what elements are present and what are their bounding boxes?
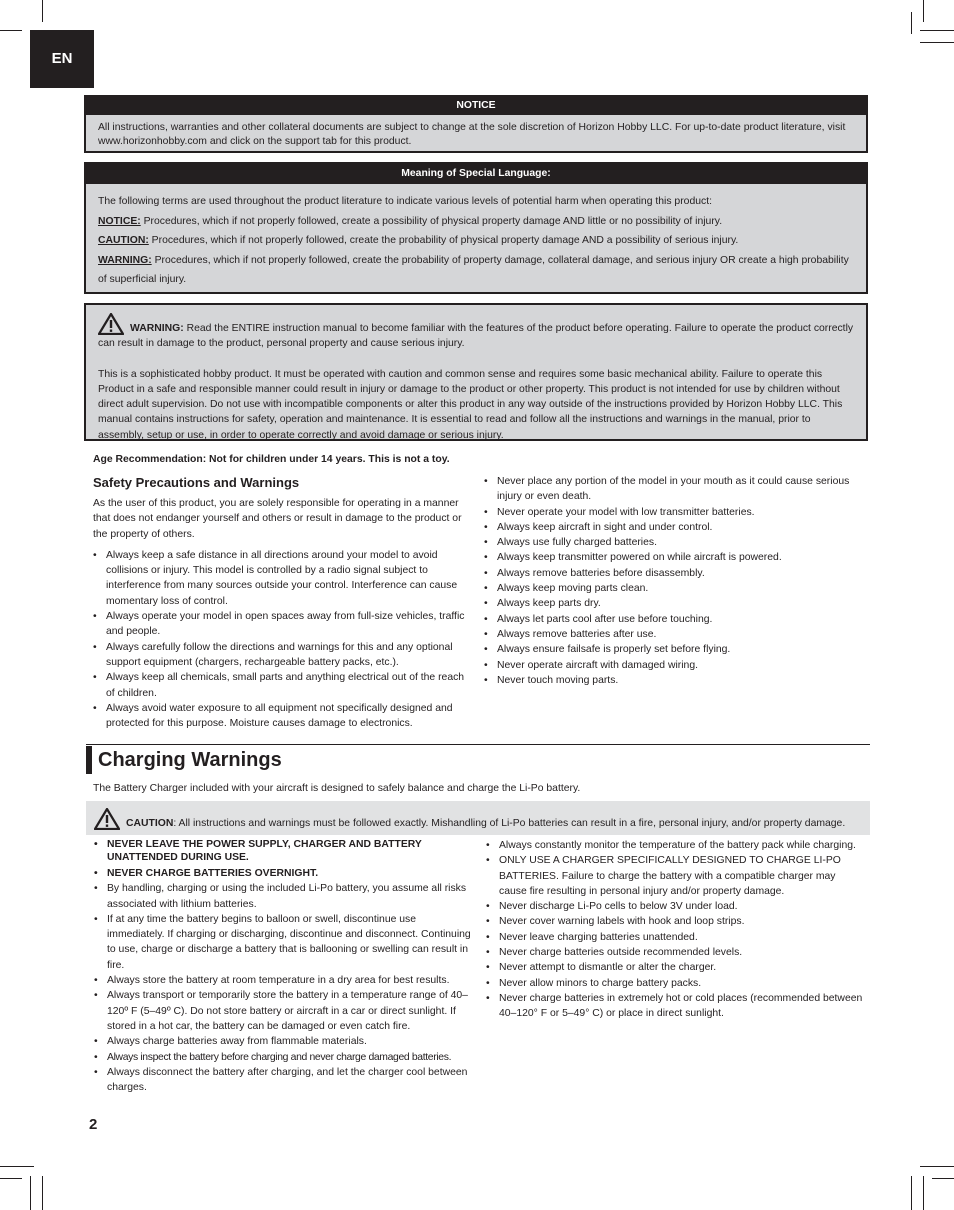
list-item: • Always let parts cool after use before touching. <box>484 612 862 627</box>
warning-triangle-icon <box>98 313 124 335</box>
list-item: • Always ensure failsafe is properly set before flying. <box>484 642 862 657</box>
list-item: • Always keep parts dry. <box>484 596 862 611</box>
list-item: • Always avoid water exposure to all equipment not specifically designed and protected for this purpose. Moisture causes damage to electronics. <box>93 701 471 732</box>
list-item: • NEVER LEAVE THE POWER SUPPLY, CHARGER AND BATTERY UNATTENDED DURING USE. <box>94 838 474 864</box>
list-item: • Always keep moving parts clean. <box>484 581 862 596</box>
list-item: • Always operate your model in open spaces away from full-size vehicles, traffic and people. <box>93 609 471 640</box>
list-item: • Always keep transmitter powered on while aircraft is powered. <box>484 550 862 565</box>
notice-box <box>84 95 868 153</box>
list-item: • By handling, charging or using the included Li-Po battery, you assume all risks associated with lithium batteries. <box>94 881 474 912</box>
list-item: • Always transport or temporarily store the battery in a temperature range of 40–120º F (5–49º C). Do not store battery or aircraft in a car or direct sunlight. If stored in a hot car, the battery can be damaged or even catch fire. <box>94 988 474 1034</box>
safety-left-column <box>93 474 471 731</box>
list-item: • Always keep aircraft in sight and under control. <box>484 520 862 535</box>
meaning-warning: WARNING: Procedures, which if not properly followed, create the probability of property damage, collateral damage, and serious injury OR create a high probability of superficial injury. <box>98 254 849 285</box>
safety-left-list <box>93 548 471 732</box>
list-item: • Never operate aircraft with damaged wiring. <box>484 658 862 673</box>
list-item: • Always remove batteries after use. <box>484 627 862 642</box>
list-item: • Never discharge Li-Po cells to below 3V under load. <box>486 899 864 914</box>
language-tab: EN <box>30 30 94 88</box>
safety-right-column <box>484 474 862 688</box>
warning-text-1: WARNING: Read the ENTIRE instruction manual to become familiar with the features of the product before operating. Failure to operate the product correctly can result in damage to the product, personal property and cause serious injury. <box>98 313 854 352</box>
list-item: • Always keep all chemicals, small parts and anything electrical out of the reach of children. <box>93 670 471 701</box>
list-item: • ONLY USE A CHARGER SPECIFICALLY DESIGNED TO CHARGE LI-PO BATTERIES. Failure to charge the battery with a compatible charger may cause fire resulting in personal injury and/or property damage. <box>486 853 864 899</box>
meaning-heading: Meaning of Special Language: <box>86 164 866 184</box>
safety-right-list <box>484 474 862 688</box>
list-item: • Never operate your model with low transmitter batteries. <box>484 505 862 520</box>
warning-text-2: This is a sophisticated hobby product. It must be operated with caution and common sense and requires some basic mechanical ability. Failure to operate this Product in a safe and responsible manner could result in injury or damage to the product or other property. This product is not intended for use by children without direct adult supervision. Do not use with incompatible components or alter this product in any way outside of the instructions provided by Horizon Hobby LLC. This manual contains instructions for safety, operation and maintenance. It is essential to read and follow all the instructions and warnings in the manual, prior to assembly, setup or use, in order to operate correctly and avoid damage or serious injury. <box>98 368 843 441</box>
charging-right-column <box>486 838 864 1022</box>
meaning-caution: CAUTION: Procedures, which if not properly followed, create the probability of physical property damage AND a possibility of serious injury. <box>98 235 739 246</box>
list-item: • Never attempt to dismantle or alter the charger. <box>486 960 864 975</box>
caution-text: : All instructions and warnings must be followed exactly. Mishandling of Li-Po batteries can result in a fire, personal injury, and/or property damage. <box>173 818 846 829</box>
list-item: • Always keep a safe distance in all directions around your model to avoid collisions or injury. This model is controlled by a radio signal subject to interference from many sources outside your control. Interference can cause momentary loss of control. <box>93 548 471 609</box>
notice-heading: NOTICE <box>86 97 866 115</box>
warning-box <box>84 303 868 441</box>
charging-intro: The Battery Charger included with your aircraft is designed to safely balance and charge the Li-Po battery. <box>93 783 581 794</box>
list-item: • Always store the battery at room temperature in a dry area for best results. <box>94 973 474 988</box>
list-item: • Always use fully charged batteries. <box>484 535 862 550</box>
list-item: • Never touch moving parts. <box>484 673 862 688</box>
list-item: • Always remove batteries before disassembly. <box>484 566 862 581</box>
list-item: • Always carefully follow the directions and warnings for this and any optional support equipment (chargers, rechargeable battery packs, etc.). <box>93 640 471 671</box>
warning-triangle-icon <box>94 808 120 830</box>
list-item: • Never charge batteries in extremely hot or cold places (recommended between 40–120° F or 5–49° C) or place in direct sunlight. <box>486 991 864 1022</box>
notice-text: All instructions, warranties and other collateral documents are subject to change at the sole discretion of Horizon Hobby LLC. For up-to-date product literature, visit www.horizonhobby.com and click on the support tab for this product. <box>98 122 846 147</box>
section-bar <box>86 746 92 774</box>
list-item: • Always constantly monitor the temperature of the battery pack while charging. <box>486 838 864 853</box>
page-number: 2 <box>89 1116 98 1133</box>
list-item: • If at any time the battery begins to balloon or swell, discontinue use immediately. If charging or discharging, discontinue and disconnect. Continuing to use, charge or discharge a battery that is ballooning or swelling can result in fire. <box>94 912 474 973</box>
charging-left-column <box>94 838 474 1095</box>
caution-strip <box>86 801 870 835</box>
list-item: • Always disconnect the battery after charging, and let the charger cool between charges. <box>94 1065 474 1096</box>
list-item: • Never allow minors to charge battery packs. <box>486 976 864 991</box>
charging-heading: Charging Warnings <box>98 749 282 771</box>
list-item: • NEVER CHARGE BATTERIES OVERNIGHT. <box>94 866 474 881</box>
meaning-intro: The following terms are used throughout the product literature to indicate various levels of potential harm when operating this product: <box>98 196 712 207</box>
list-item: • Never cover warning labels with hook and loop strips. <box>486 914 864 929</box>
age-recommendation: Age Recommendation: Not for children under 14 years. This is not a toy. <box>93 454 450 465</box>
meaning-notice: NOTICE: Procedures, which if not properly followed, create a possibility of physical property damage AND little or no possibility of injury. <box>98 215 723 227</box>
list-item: • Never charge batteries outside recommended levels. <box>486 945 864 960</box>
list-item: • Always charge batteries away from flammable materials. <box>94 1034 474 1049</box>
caution-term: CAUTION <box>126 818 174 829</box>
charging-right-list <box>486 838 864 1022</box>
safety-heading: Safety Precautions and Warnings <box>93 475 300 490</box>
safety-intro: As the user of this product, you are solely responsible for operating in a manner that does not endanger yourself and others or result in damage to the product or the property of others. <box>93 498 462 540</box>
section-divider <box>86 744 870 745</box>
meaning-box <box>84 162 868 294</box>
charging-left-list <box>94 838 474 1095</box>
list-item: • Never place any portion of the model in your mouth as it could cause serious injury or even death. <box>484 474 862 505</box>
list-item: • Never leave charging batteries unattended. <box>486 930 864 945</box>
list-item: • Always inspect the battery before charging and never charge damaged batteries. <box>94 1050 474 1065</box>
